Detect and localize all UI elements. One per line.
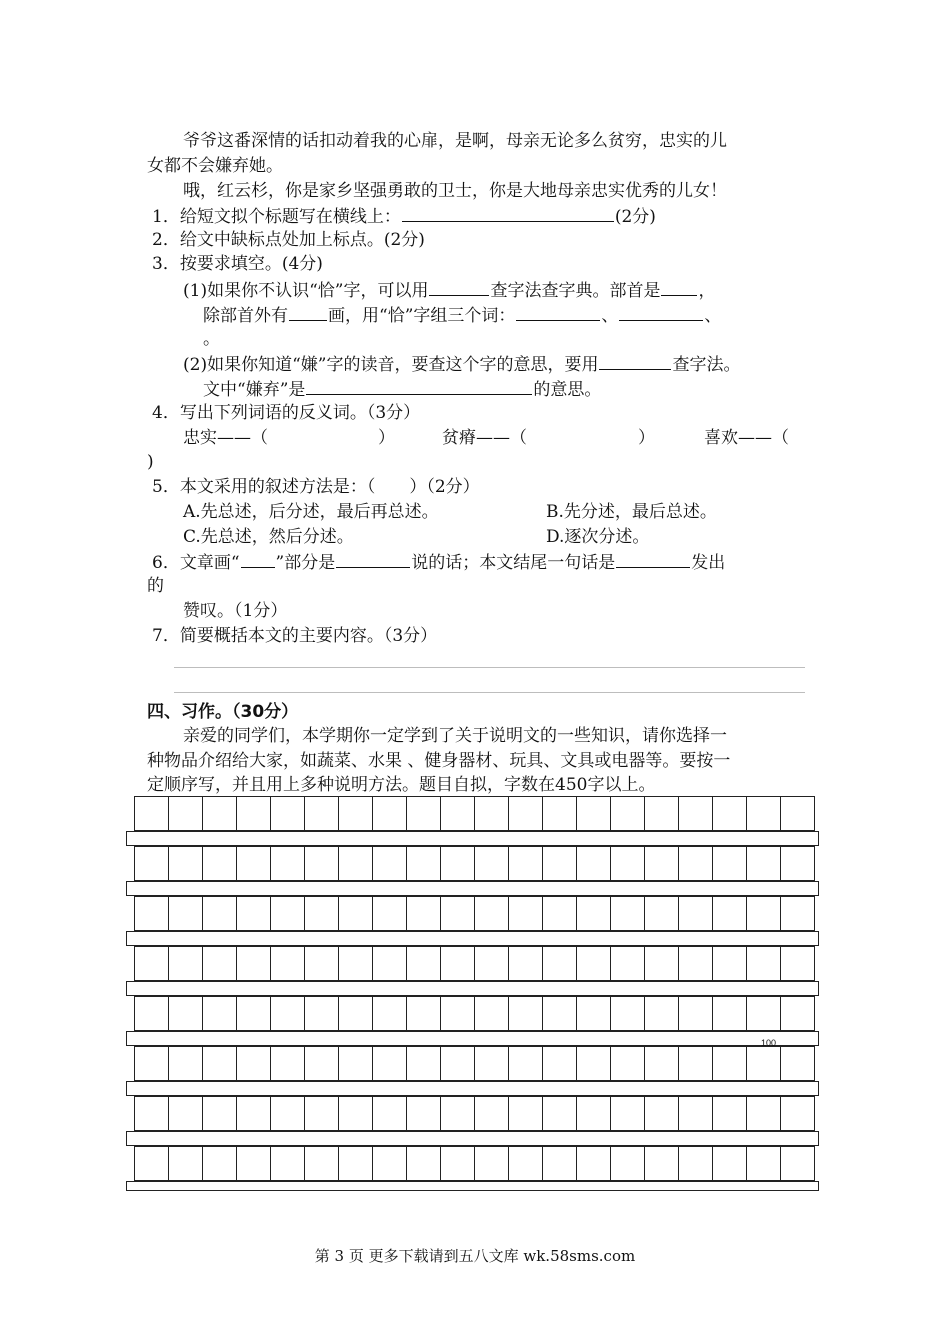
grid-cell[interactable] [305, 796, 339, 831]
grid-row [134, 996, 819, 1031]
question-3-part-2b [203, 377, 601, 401]
grid-cell[interactable] [305, 1146, 339, 1181]
text: 说的话；本文结尾一句话是 [411, 553, 616, 573]
text: 忠实——（ [183, 428, 268, 448]
grid-cell[interactable] [237, 896, 271, 931]
prompt-line: 种物品介绍给大家，如蔬菜、水果 、健身器材、玩具、文具或电器等。要按一 [147, 751, 731, 771]
answer-blank[interactable] [661, 278, 697, 296]
grid-cell[interactable] [713, 796, 747, 831]
grid-cell[interactable] [543, 1046, 577, 1081]
grid-cell[interactable] [441, 796, 475, 831]
grid-cell[interactable] [747, 1096, 781, 1131]
grid-cell[interactable] [611, 996, 645, 1031]
grid-row [134, 796, 819, 831]
grid-cell[interactable] [645, 946, 679, 981]
text: 查字法查字典。部首是 [490, 281, 661, 301]
grid-cell[interactable] [509, 896, 543, 931]
question-text: 1．给短文拟个标题写在横线上： [152, 207, 401, 227]
answer-blank[interactable] [306, 377, 532, 395]
grid-cell[interactable] [645, 1146, 679, 1181]
grid-cell[interactable] [747, 1046, 781, 1081]
grid-cell[interactable] [611, 1046, 645, 1081]
grid-cell[interactable] [339, 1096, 373, 1131]
answer-blank[interactable] [516, 303, 600, 321]
text: (1)如果你不认识“恰”字，可以用 [183, 281, 429, 301]
grid-cell[interactable] [713, 1046, 747, 1081]
grid-cell[interactable] [747, 896, 781, 931]
grid-cell[interactable] [135, 1146, 169, 1181]
grid-cell[interactable] [475, 896, 509, 931]
question-5: 5．本文采用的叙述方法是：（ ）（2分） [152, 477, 480, 497]
antonym-1-close: ） [378, 428, 395, 448]
grid-cell[interactable] [441, 946, 475, 981]
grid-separator [126, 1131, 819, 1146]
grid-cell[interactable] [203, 1096, 237, 1131]
grid-cell[interactable] [475, 946, 509, 981]
grid-cell[interactable] [441, 896, 475, 931]
question-3-part-2 [183, 352, 740, 376]
grid-separator [126, 931, 819, 946]
grid-cell[interactable] [407, 996, 441, 1031]
grid-cell[interactable] [339, 796, 373, 831]
grid-cell[interactable] [679, 896, 713, 931]
grid-cell[interactable] [237, 1046, 271, 1081]
passage-line: 女都不会嫌弃她。 [147, 156, 283, 176]
grid-cell[interactable] [679, 846, 713, 881]
answer-blank[interactable] [402, 204, 614, 222]
grid-cell[interactable] [543, 946, 577, 981]
prompt-line: 亲爱的同学们，本学期你一定学到了关于说明文的一些知识，请你选择一 [183, 726, 727, 746]
grid-row [134, 846, 819, 881]
grid-cell[interactable] [271, 946, 305, 981]
grid-cell[interactable] [135, 1096, 169, 1131]
grid-cell[interactable] [237, 1096, 271, 1131]
grid-cell[interactable] [713, 846, 747, 881]
grid-cell[interactable] [747, 946, 781, 981]
question-4: 4．写出下列词语的反义词。（3分） [152, 403, 421, 423]
grid-cell[interactable] [543, 796, 577, 831]
grid-cell[interactable] [305, 996, 339, 1031]
grid-cell[interactable] [645, 996, 679, 1031]
grid-separator [126, 1031, 819, 1046]
grid-separator [126, 881, 819, 896]
grid-cell[interactable] [747, 796, 781, 831]
grid-cell[interactable] [577, 1146, 611, 1181]
grid-cell[interactable] [305, 846, 339, 881]
grid-row [134, 896, 819, 931]
grid-cell[interactable] [237, 846, 271, 881]
grid-cell[interactable] [441, 1146, 475, 1181]
grid-cell[interactable] [781, 996, 815, 1031]
grid-cell[interactable] [237, 1146, 271, 1181]
grid-cell[interactable] [509, 996, 543, 1031]
grid-cell[interactable] [203, 996, 237, 1031]
grid-cell[interactable] [373, 946, 407, 981]
grid-cell[interactable] [509, 1146, 543, 1181]
grid-cell[interactable] [305, 1046, 339, 1081]
grid-cell[interactable] [305, 896, 339, 931]
answer-blank[interactable] [289, 303, 327, 321]
question-3: 3．按要求填空。(4分) [152, 254, 323, 274]
question-1 [152, 204, 656, 228]
grid-cell[interactable] [339, 846, 373, 881]
grid-cell[interactable] [611, 1146, 645, 1181]
text: (2)如果你知道“嫌”字的读音，要查这个字的意思，要用 [183, 355, 599, 375]
grid-cell[interactable] [339, 946, 373, 981]
grid-cell[interactable] [577, 1046, 611, 1081]
answer-blank[interactable] [336, 550, 410, 568]
prompt-line: 定顺序写，并且用上多种说明方法。题目自拟，字数在450字以上。 [147, 775, 656, 795]
grid-cell[interactable] [203, 796, 237, 831]
grid-cell[interactable] [339, 996, 373, 1031]
grid-cell[interactable] [679, 1046, 713, 1081]
grid-cell[interactable] [407, 1146, 441, 1181]
grid-cell[interactable] [237, 946, 271, 981]
grid-cell[interactable] [577, 1096, 611, 1131]
score: (2分) [614, 207, 656, 227]
grid-cell[interactable] [747, 1146, 781, 1181]
grid-cell[interactable] [509, 846, 543, 881]
grid-cell[interactable] [271, 846, 305, 881]
answer-blank[interactable] [616, 550, 690, 568]
grid-cell[interactable] [271, 996, 305, 1031]
grid-cell[interactable] [135, 996, 169, 1031]
grid-cell[interactable] [169, 846, 203, 881]
text: ， [698, 281, 716, 301]
antonym-2: 贫瘠——（ [442, 428, 527, 448]
grid-cell[interactable] [203, 1146, 237, 1181]
grid-cell[interactable] [577, 996, 611, 1031]
text: 的意思。 [533, 380, 602, 400]
question-6 [152, 550, 725, 574]
grid-cell[interactable] [203, 896, 237, 931]
question-6-cont2: 赞叹。（1分） [183, 601, 288, 621]
grid-cell[interactable] [407, 946, 441, 981]
grid-cell[interactable] [441, 1046, 475, 1081]
text: 、 [601, 306, 619, 326]
passage-line: 哦，红云杉，你是家乡坚强勇敢的卫士，你是大地母亲忠实优秀的儿女！ [183, 181, 727, 201]
grid-cell[interactable] [339, 896, 373, 931]
grid-cell[interactable] [543, 846, 577, 881]
grid-cell[interactable] [713, 896, 747, 931]
grid-cell[interactable] [577, 896, 611, 931]
question-3-part-1b [203, 303, 721, 327]
answer-line[interactable] [174, 667, 805, 668]
grid-cell[interactable] [169, 996, 203, 1031]
grid-cell[interactable] [169, 796, 203, 831]
grid-cell[interactable] [135, 846, 169, 881]
grid-cell[interactable] [271, 796, 305, 831]
grid-cell[interactable] [577, 946, 611, 981]
grid-cell[interactable] [407, 1046, 441, 1081]
answer-blank[interactable] [241, 550, 275, 568]
grid-cell[interactable] [645, 796, 679, 831]
grid-cell[interactable] [713, 1096, 747, 1131]
grid-cell[interactable] [781, 1146, 815, 1181]
section-heading: 四、习作。（30分） [147, 702, 299, 722]
answer-blank[interactable] [429, 278, 489, 296]
grid-row [134, 1146, 819, 1181]
answer-line[interactable] [174, 692, 805, 693]
grid-cell[interactable] [475, 1096, 509, 1131]
question-3-part-1 [183, 278, 715, 302]
grid-cell[interactable] [237, 996, 271, 1031]
grid-cell[interactable] [781, 846, 815, 881]
antonym-3: 喜欢——（ [704, 428, 789, 448]
grid-cell[interactable] [373, 896, 407, 931]
grid-cell[interactable] [679, 996, 713, 1031]
grid-cell[interactable] [203, 1046, 237, 1081]
grid-cell[interactable] [135, 1046, 169, 1081]
grid-cell[interactable] [407, 846, 441, 881]
text: 查字法。 [672, 355, 741, 375]
grid-cell[interactable] [543, 1096, 577, 1131]
grid-separator [126, 831, 819, 846]
grid-row [134, 1096, 819, 1131]
grid-separator [126, 981, 819, 996]
text: 除部首外有 [203, 306, 288, 326]
grid-cell[interactable] [713, 946, 747, 981]
grid-cell[interactable] [135, 946, 169, 981]
grid-cell[interactable] [611, 796, 645, 831]
grid-separator [126, 1181, 819, 1191]
grid-cell[interactable] [169, 1146, 203, 1181]
grid-cell[interactable] [271, 896, 305, 931]
word-count-marker: 100 [761, 1038, 777, 1048]
grid-cell[interactable] [509, 1096, 543, 1131]
passage-line: 爷爷这番深情的话扣动着我的心扉，是啊，母亲无论多么贫穷，忠实的儿 [183, 131, 727, 151]
grid-cell[interactable] [305, 1096, 339, 1131]
grid-cell[interactable] [271, 1146, 305, 1181]
grid-cell[interactable] [645, 846, 679, 881]
grid-cell[interactable] [509, 1046, 543, 1081]
grid-cell[interactable] [237, 796, 271, 831]
grid-cell[interactable] [747, 996, 781, 1031]
grid-cell[interactable] [203, 846, 237, 881]
grid-cell[interactable] [611, 1096, 645, 1131]
grid-cell[interactable] [577, 846, 611, 881]
grid-cell[interactable] [713, 1146, 747, 1181]
grid-cell[interactable] [339, 1146, 373, 1181]
grid-cell[interactable] [577, 796, 611, 831]
grid-cell[interactable] [611, 946, 645, 981]
grid-cell[interactable] [169, 896, 203, 931]
grid-cell[interactable] [747, 846, 781, 881]
answer-blank[interactable] [619, 303, 703, 321]
grid-cell[interactable] [373, 796, 407, 831]
question-6-cont: 的 [147, 576, 164, 596]
grid-cell[interactable] [713, 996, 747, 1031]
question-7: 7．简要概括本文的主要内容。（3分） [152, 626, 438, 646]
option-a[interactable]: A.先总述，后分述，最后再总述。 [183, 502, 439, 522]
grid-cell[interactable] [271, 1046, 305, 1081]
grid-cell[interactable] [645, 1096, 679, 1131]
grid-cell[interactable] [645, 896, 679, 931]
grid-cell[interactable] [611, 846, 645, 881]
grid-cell[interactable] [441, 996, 475, 1031]
grid-cell[interactable] [679, 1096, 713, 1131]
page-footer: 第 3 页 更多下载请到五八文库 wk.58sms.com [314, 1247, 636, 1265]
grid-cell[interactable] [781, 946, 815, 981]
question-3-period: 。 [203, 329, 220, 349]
grid-cell[interactable] [373, 996, 407, 1031]
grid-cell[interactable] [407, 1096, 441, 1131]
grid-cell[interactable] [781, 796, 815, 831]
writing-grid[interactable] [126, 796, 819, 1191]
grid-cell[interactable] [135, 896, 169, 931]
grid-cell[interactable] [339, 1046, 373, 1081]
grid-cell[interactable] [509, 796, 543, 831]
grid-cell[interactable] [679, 946, 713, 981]
text: 、 [704, 306, 722, 326]
text: 画，用“恰”字组三个词： [328, 306, 516, 326]
grid-cell[interactable] [373, 1046, 407, 1081]
question-2: 2．给文中缺标点处加上标点。(2分) [152, 230, 425, 250]
grid-cell[interactable] [373, 846, 407, 881]
option-c[interactable]: C.先总述，然后分述。 [183, 527, 354, 547]
grid-separator [126, 1081, 819, 1096]
grid-cell[interactable] [781, 1046, 815, 1081]
antonym-1 [183, 427, 268, 449]
grid-cell[interactable] [543, 1146, 577, 1181]
option-b[interactable]: B.先分述，最后总述。 [546, 502, 717, 522]
text: 6．文章画“ [152, 553, 240, 573]
grid-cell[interactable] [441, 1096, 475, 1131]
grid-cell[interactable] [169, 946, 203, 981]
antonym-3-close: ) [147, 452, 154, 472]
grid-row [134, 1046, 819, 1081]
grid-cell[interactable] [203, 946, 237, 981]
text: 文中“嫌弃”是 [203, 380, 306, 400]
grid-cell[interactable] [543, 996, 577, 1031]
grid-cell[interactable] [135, 796, 169, 831]
grid-cell[interactable] [475, 796, 509, 831]
grid-cell[interactable] [169, 1046, 203, 1081]
grid-cell[interactable] [543, 896, 577, 931]
answer-blank[interactable] [599, 352, 671, 370]
grid-cell[interactable] [509, 946, 543, 981]
grid-cell[interactable] [781, 1096, 815, 1131]
text: 发出 [691, 553, 726, 573]
text: ”部分是 [275, 553, 336, 573]
grid-cell[interactable] [679, 1146, 713, 1181]
grid-cell[interactable] [407, 796, 441, 831]
grid-cell[interactable] [441, 846, 475, 881]
option-d[interactable]: D.逐次分述。 [546, 527, 650, 547]
grid-cell[interactable] [373, 1096, 407, 1131]
antonym-2-close: ） [638, 428, 655, 448]
grid-cell[interactable] [373, 1146, 407, 1181]
grid-cell[interactable] [475, 1146, 509, 1181]
grid-row [134, 946, 819, 981]
grid-cell[interactable] [475, 846, 509, 881]
grid-cell[interactable] [305, 946, 339, 981]
grid-cell[interactable] [169, 1096, 203, 1131]
grid-cell[interactable] [679, 796, 713, 831]
grid-cell[interactable] [645, 1046, 679, 1081]
grid-cell[interactable] [781, 896, 815, 931]
grid-cell[interactable] [475, 1046, 509, 1081]
grid-cell[interactable] [407, 896, 441, 931]
grid-cell[interactable] [475, 996, 509, 1031]
grid-cell[interactable] [271, 1096, 305, 1131]
grid-cell[interactable] [611, 896, 645, 931]
